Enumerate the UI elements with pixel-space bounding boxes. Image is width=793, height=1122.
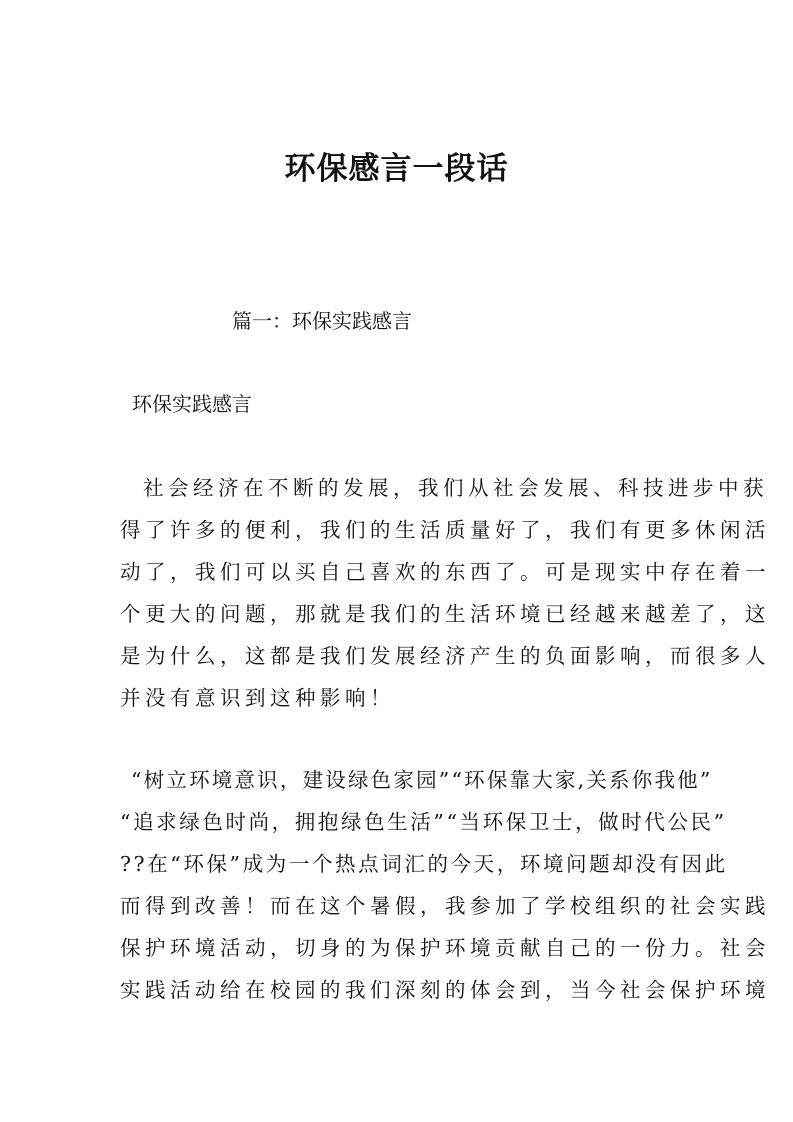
paragraph-line: 是为什么，这都是我们发展经济产生的负面影响，而很多人 xyxy=(120,644,770,668)
paragraph-line: 并没有意识到这种影响！ xyxy=(120,686,395,710)
paragraph-line: 社会经济在不断的发展，我们从社会发展、科技进步中获 xyxy=(143,476,768,500)
paragraph-line: “树立环境意识，建设绿色家园”“环保靠大家,关系你我他” xyxy=(131,768,713,792)
paragraph-line: “追求绿色时尚，拥抱绿色生活”“当环保卫士，做时代公民” xyxy=(120,810,727,834)
paragraph-line: 个更大的问题，那就是我们的生活环境已经越来越差了，这 xyxy=(120,602,770,626)
paragraph-line: 而得到改善！而在这个暑假，我参加了学校组织的社会实践 xyxy=(120,894,770,918)
paragraph-line: 得了许多的便利，我们的生活质量好了，我们有更多休闲活 xyxy=(120,518,770,542)
paragraph-line: ??在“环保”成为一个热点词汇的今天，环境问题却没有因此 xyxy=(120,852,728,876)
paragraph-line: 实践活动给在校园的我们深刻的体会到，当今社会保护环境 xyxy=(120,978,770,1002)
document-title: 环保感言一段话 xyxy=(284,151,509,187)
paragraph-line: 动了，我们可以买自己喜欢的东西了。可是现实中存在着一 xyxy=(120,560,770,584)
paragraph-line: 保护环境活动，切身的为保护环境贡献自己的一份力。社会 xyxy=(120,936,770,960)
subheading: 环保实践感言 xyxy=(132,392,252,416)
section-heading: 篇一：环保实践感言 xyxy=(232,309,412,333)
